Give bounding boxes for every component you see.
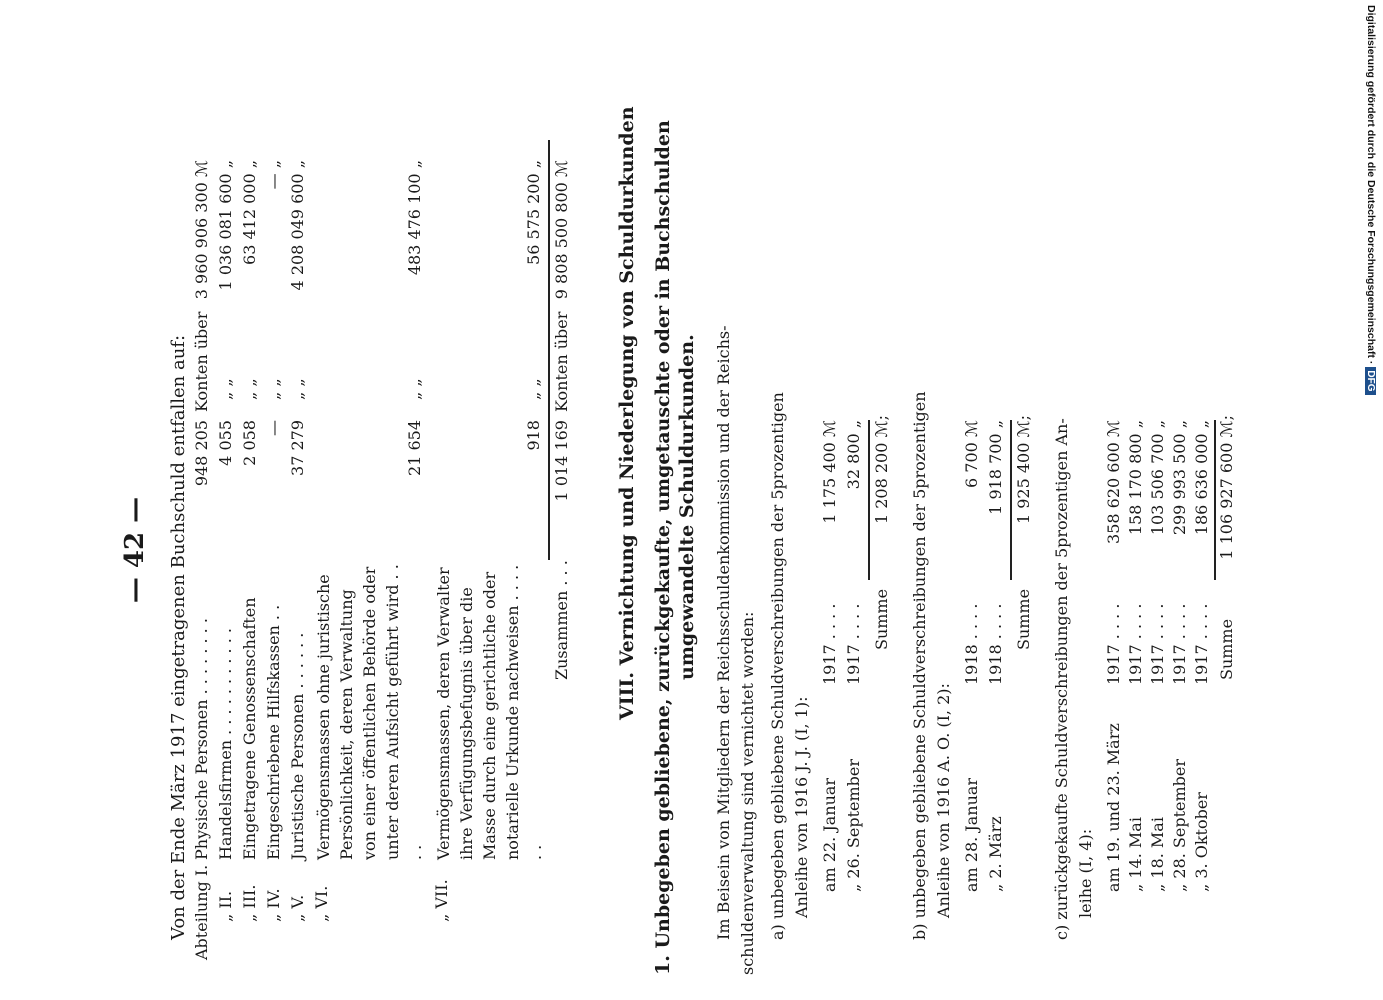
row-amount-7: 56 575 200 „ [524,160,543,265]
row-label-6: Vermögensmassen ohne juristische Persönlichkeit, deren Verwaltung von einer öffentlichen Behörde oder unter deren Aufsicht geführt wird . . . . [314,564,425,860]
row-amount-4: — „ [264,160,283,190]
row-amount-3: 63 412 000 „ [240,160,259,265]
item-b-amount-1: 6 700 ℳ [962,420,981,488]
row-unit-6: „ „ [405,378,424,400]
dfg-logo: DFG [1365,367,1376,394]
row-count-1: 948 205 [192,420,211,487]
item-c-sum-label: Summe [1217,618,1236,680]
row-amount-2: 1 036 081 600 „ [216,160,235,291]
total-amount: 9 808 500 800 ℳ [552,160,571,300]
row-label-2: Handelsfirmen . . . . . . . . . . . [216,628,235,860]
item-a-sum-label: Summe [872,588,891,650]
item-c-sum-rule [1214,420,1216,580]
row-label-3: Eingetragene Genossenschaften [240,597,259,860]
item-a-amount-2: 32 800 „ [844,420,863,490]
page-number: — 42 — [120,496,150,604]
row-abt-4: „ IV. [264,888,283,922]
item-c-heading-2: leihe (I, 4): [1076,828,1095,918]
item-c-amount-4: 299 993 500 „ [1170,420,1189,536]
row-label-7: Vermögensmassen, deren Verwalter ihre Verfügungsbefugnis über die Masse durch eine gerichtliche oder notarielle Urkunde nachweisen . . . . . . [434,564,545,860]
paragraph-line-1: Im Beisein von Mitgliedern der Reichsschuldenkommission und der Reichs- [714,325,733,940]
item-a-heading-2: Anleihe von 1916 J. J. (I, 1): [792,696,811,918]
item-c-amount-1: 358 620 600 ℳ [1104,420,1123,544]
item-a-year-2: 1917 . . . . [844,603,863,685]
row-label-4: Eingeschriebene Hilfskassen . . [264,604,283,860]
item-a-amount-1: 1 175 400 ℳ [820,420,839,524]
row-abt-7: „ VII. [432,879,451,922]
item-b-heading-2: Anleihe von 1916 A. O. (I, 2): [934,683,953,918]
digitization-credit [1361,5,1377,400]
row-count-6: 21 654 [405,420,424,476]
row-count-4: — [264,420,283,436]
item-c-amount-3: 103 506 700 „ [1148,420,1167,536]
item-b-sum-rule [1010,420,1012,580]
row-abt-2: „ II. [216,890,235,922]
item-b-year-2: 1918 . . . . [986,603,1005,685]
item-c-heading-1: c) zurückgekaufte Schuldverschreibungen der 5prozentigen An- [1052,418,1071,940]
row-unit-3: „ „ [240,378,259,400]
item-c-year-3: 1917 . . . . [1148,603,1167,685]
item-b-date-1: am 28. Januar [962,777,981,892]
sub-heading-line-2: umgewandelte Schuldurkunden. [676,334,698,680]
item-c-amount-5: 186 636 000 „ [1192,420,1211,536]
row-unit-7: „ „ [524,378,543,400]
item-c-date-5: „ 3. Oktober [1192,792,1211,892]
row-abt-6: „ VI. [312,885,331,922]
intro-text: Von der Ende März 1917 eingetragenen Buchschuld entfallen auf: [168,334,189,940]
row-abt-5: „ V. [288,894,307,922]
item-a-heading-1: a) unbegeben gebliebene Schuldverschreibungen der 5prozentigen [768,392,787,940]
row-count-2: 4 055 [216,420,235,466]
paragraph-line-2: schuldenverwaltung sind vernichtet worden: [738,611,757,975]
row-count-3: 2 058 [240,420,259,466]
item-b-heading-1: b) unbegeben gebliebene Schuldverschreibungen der 5prozentigen [910,391,929,940]
total-unit: Konten über [552,311,571,412]
item-c-date-2: „ 14. Mai [1126,817,1145,892]
rotated-document-page [120,106,1240,980]
item-c-date-4: „ 28. September [1170,758,1189,892]
section-heading: VIII. Vernichtung und Niederlegung von Schuldurkunden [616,106,638,720]
item-a-date-2: „ 26. September [844,758,863,892]
row-amount-6: 483 476 100 „ [405,160,424,276]
row-count-7: 918 [524,420,543,451]
row-abt-3: „ III. [240,884,259,922]
item-a-sum-rule [868,420,870,580]
row-label-5: Juristische Personen . . . . . . [288,632,307,860]
total-count: 1 014 169 [552,420,571,502]
item-c-sum: 1 106 927 600 ℳ; [1217,415,1236,560]
row-amount-5: 4 208 049 600 „ [288,160,307,291]
item-c-date-1: am 19. und 23. März [1104,723,1123,892]
item-c-year-4: 1917 . . . . [1170,603,1189,685]
row-unit-2: „ „ [216,378,235,400]
item-c-date-3: „ 18. Mai [1148,817,1167,892]
row-unit-1: Konten über [192,311,211,412]
item-b-amount-2: 1 918 700 „ [986,420,1005,515]
item-b-date-2: „ 2. März [986,816,1005,892]
item-a-date-1: am 22. Januar [820,777,839,892]
item-b-sum: 1 925 400 ℳ; [1014,415,1033,525]
item-c-year-2: 1917 . . . . [1126,603,1145,685]
total-rule [548,140,550,560]
sub-heading-line-1: 1. Unbegeben gebliebene, zurückgekaufte, umgetauschte oder in Buchschulden [652,120,674,975]
item-c-year-1: 1917 . . . . [1104,603,1123,685]
item-a-year-1: 1917 . . . . [820,603,839,685]
item-b-sum-label: Summe [1014,588,1033,650]
total-label: Zusammen . . . [552,560,571,680]
item-c-year-5: 1917 . . . . [1192,603,1211,685]
row-unit-4: „ „ [264,378,283,400]
row-abt-1: Abteilung I. [192,864,211,960]
credit-text: Digitalisierung gefördert durch die Deutsche Forschungsgemeinschaft · [1365,5,1377,365]
row-label-1: Physische Personen . . . . . . . . [192,618,211,860]
item-c-amount-2: 158 170 800 „ [1126,420,1145,536]
row-amount-1: 3 960 906 300 ℳ [192,160,211,300]
item-a-sum: 1 208 200 ℳ; [872,415,891,525]
item-b-year-1: 1918 . . . . [962,603,981,685]
row-unit-5: „ „ [288,378,307,400]
row-count-5: 37 279 [288,420,307,476]
